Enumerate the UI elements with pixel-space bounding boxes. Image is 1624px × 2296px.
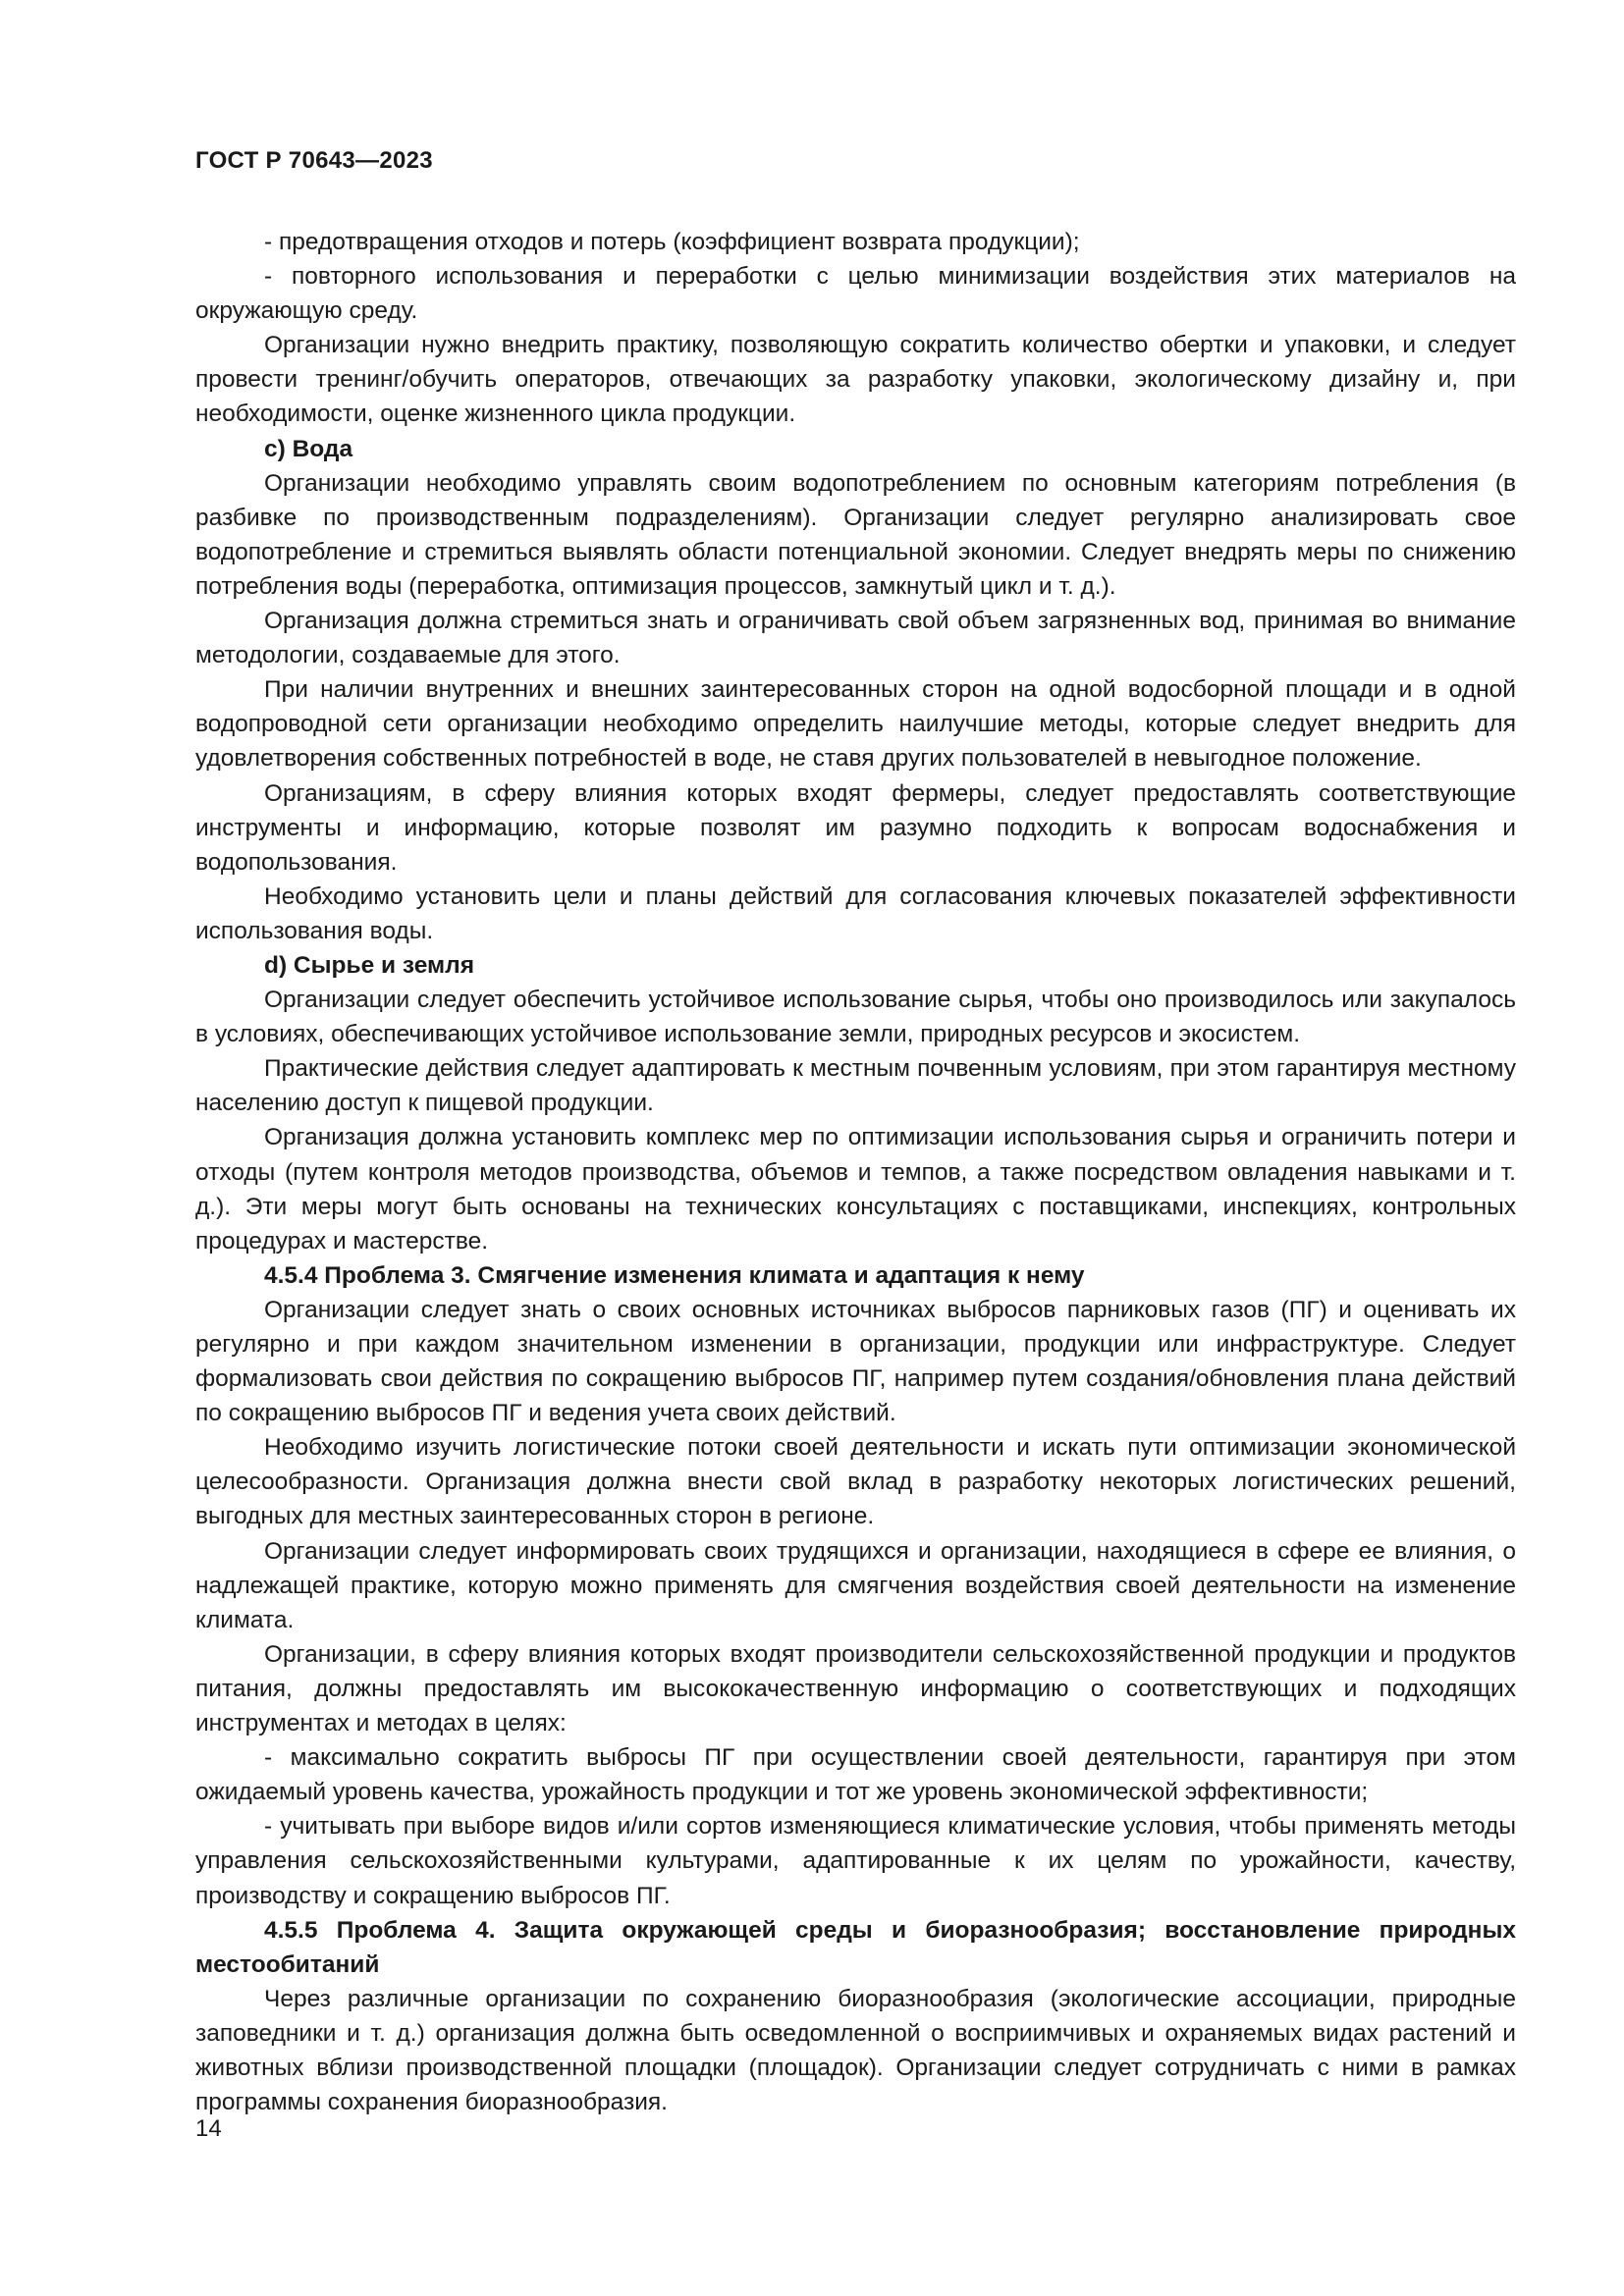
- paragraph-ghg-sources: Организации следует знать о своих основных источниках выбросов парниковых газов (ПГ) и оценивать их регулярно и при каждом значительном изменении в организации, продукции или инфраструктуре. Следует формализовать свои действия по сокращению выбросов ПГ, например путем создания/обновления плана действий по сокращению выбросов ПГ и ведения учета своих действий.: [195, 1296, 1516, 1427]
- paragraph-biodiversity-orgs: Через различные организации по сохранению биоразнообразия (экологические ассоциации, природные заповедники и т. д.) организация должна быть осведомленной о восприимчивых и охраняемых видах растений и животных вблизи производственной площадки (площадок). Организации следует сотрудничать с ними в рамках программы сохранения биоразнообразия.: [195, 1985, 1516, 2116]
- paragraph-polluted-water: Организация должна стремиться знать и ограничивать свой объем загрязненных вод, принимая во внимание методологии, создаваемые для этого.: [195, 608, 1516, 669]
- paragraph-producers-info: Организации, в сферу влияния которых входят производители сельскохозяйственной продукции и продуктов питания, должны предоставлять им высококачественную информацию о соответствующих и подходящих инструментах и методах в целях:: [195, 1640, 1516, 1737]
- paragraph-soil-conditions: Практические действия следует адаптировать к местным почвенным условиям, при этом гарантируя местному населению доступ к пищевой продукции.: [195, 1055, 1516, 1117]
- document-header: ГОСТ Р 70643—2023: [195, 147, 433, 174]
- section-heading-biodiversity: 4.5.5 Проблема 4. Защита окружающей среды и биоразнообразия; восстановление природных местообитаний: [195, 1916, 1516, 1978]
- page-number: 14: [195, 2115, 222, 2142]
- list-item-climate-varieties: - учитывать при выборе видов и/или сортов изменяющиеся климатические условия, чтобы применять методы управления сельскохозяйственными культурами, адаптированные к их целям по урожайности, качеству, производству и сокращению выбросов ПГ.: [195, 1813, 1516, 1909]
- paragraph-water-stakeholders: При наличии внутренних и внешних заинтересованных сторон на одной водосборной площади и в одной водопроводной сети организации необходимо определить наилучшие методы, которые следует внедрить для удовлетворения собственных потребностей в воде, не ставя других пользователей в невыгодное положение.: [195, 676, 1516, 773]
- paragraph-water-consumption: Организации необходимо управлять своим водопотреблением по основным категориям потребления (в разбивке по производственным подразделениям). Организации следует регулярно анализировать свое водопотребление и стремиться выявлять области потенциальной экономии. Следует внедрять меры по снижению потребления воды (переработка, оптимизация процессов, замкнутый цикл и т. д.).: [195, 469, 1516, 600]
- list-item-reduce-ghg: - максимально сократить выбросы ПГ при осуществлении своей деятельности, гарантируя при этом ожидаемый уровень качества, урожайность продукции и тот же уровень экономической эффективности;: [195, 1744, 1516, 1806]
- paragraph-packaging: Организации нужно внедрить практику, позволяющую сократить количество обертки и упаковки, и следует провести тренинг/обучить операторов, отвечающих за разработку упаковки, экологическому дизайну и, при необходимости, оценке жизненного цикла продукции.: [195, 332, 1516, 428]
- paragraph-farmers-water: Организациям, в сферу влияния которых входят фермеры, следует предоставлять соответствующие инструменты и информацию, которые позволят им разумно подходить к вопросам водоснабжения и водопользования.: [195, 779, 1516, 876]
- paragraph-inform-workers: Организации следует информировать своих трудящихся и организации, находящиеся в сфере ее влияния, о надлежащей практике, которую можно применять для смягчения воздействия своей деятельности на изменение климата.: [195, 1537, 1516, 1633]
- section-heading-water: c) Вода: [264, 435, 353, 462]
- section-heading-climate: 4.5.4 Проблема 3. Смягчение изменения климата и адаптация к нему: [264, 1261, 1085, 1289]
- list-item-waste-prevention: - предотвращения отходов и потерь (коэффициент возврата продукции);: [264, 229, 1080, 255]
- paragraph-water-goals: Необходимо установить цели и планы действий для согласования ключевых показателей эффективности использования воды.: [195, 882, 1516, 944]
- paragraph-sustainable-raw: Организации следует обеспечить устойчивое использование сырья, чтобы оно производилось или закупалось в условиях, обеспечивающих устойчивое использование земли, природных ресурсов и экосистем.: [195, 987, 1516, 1048]
- paragraph-logistics: Необходимо изучить логистические потоки своей деятельности и искать пути оптимизации экономической целесообразности. Организация должна внести свой вклад в разработку некоторых логистических решений, выгодных для местных заинтересованных сторон в регионе.: [195, 1434, 1516, 1530]
- section-heading-raw-materials: d) Сырье и земля: [264, 951, 475, 979]
- paragraph-raw-optimization: Организация должна установить комплекс мер по оптимизации использования сырья и ограничить потери и отходы (путем контроля методов производства, объемов и темпов, а также посредством овладения навыками и т. д.). Эти меры могут быть основаны на технических консультациях с поставщиками, инспекциях, контрольных процедурах и мастерстве.: [195, 1124, 1516, 1255]
- document-body: [195, 225, 1516, 2119]
- list-item-reuse-recycling: - повторного использования и переработки с целью минимизации воздействия этих материалов на окружающую среду.: [195, 263, 1516, 325]
